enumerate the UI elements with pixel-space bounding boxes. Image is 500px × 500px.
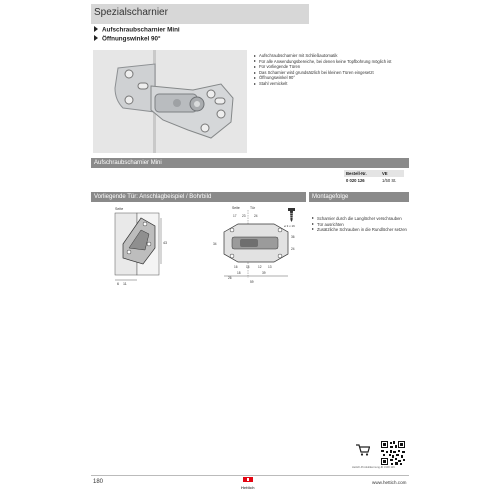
bullet-triangle-icon: [94, 35, 98, 41]
svg-text:36: 36: [291, 235, 295, 239]
mounting-step: Zusätzliche Schrauben in die Rundlöcher setzen: [312, 227, 412, 233]
svg-text:11: 11: [123, 282, 127, 286]
bullet-triangle-icon: [94, 26, 98, 32]
feature-item: Für alle Anwendungsbereiche, bei denen keine Topfbohrung möglich ist: [254, 59, 414, 65]
svg-text:Tür: Tür: [250, 206, 256, 210]
feature-item: Das Scharnier wird grundsätzlich bei kleinen Türen eingesetzt: [254, 70, 414, 76]
mounting-step: Scharnier durch die Langlöcher verschrauben: [312, 216, 412, 222]
table-row: 0 020 126 1/50 St.: [346, 178, 397, 183]
svg-text:6: 6: [117, 282, 119, 286]
feature-item: Für vorliegende Türen: [254, 64, 414, 70]
bullet-triangle-icon: [312, 228, 314, 230]
svg-text:13: 13: [268, 265, 272, 269]
feature-item: Aufschraubscharnier mit Schließautomatik: [254, 53, 414, 59]
page-title: Spezialscharnier: [94, 7, 168, 18]
svg-text:59: 59: [250, 280, 254, 284]
mounting-drawing-right: [202, 204, 306, 286]
svg-text:43: 43: [163, 241, 167, 245]
product-section-bar: Aufschraubscharnier Mini: [91, 158, 409, 168]
brand-name: Hettich: [241, 485, 255, 490]
feature-item: Stahl vernickelt: [254, 81, 414, 87]
mounting-section-bar: Montagefolge: [309, 192, 409, 202]
drawing-section-bar: Vorliegende Tür: Anschlagbeispiel / Bohrbild: [91, 192, 306, 202]
svg-text:23: 23: [242, 214, 246, 218]
subtitle-1: Aufschraubscharnier Mini: [94, 26, 180, 34]
bullet-triangle-icon: [312, 217, 314, 219]
qr-code-icon[interactable]: [380, 440, 406, 466]
feature-item: Öffnungswinkel 90°: [254, 75, 414, 81]
subtitle-2: Öffnungswinkel 90°: [94, 35, 161, 43]
qr-caption: Hettich-Produktkennung-ID 3100 116: [352, 466, 395, 469]
svg-text:34: 34: [213, 242, 217, 246]
website-link[interactable]: www.hettich.com: [372, 480, 407, 485]
svg-text:18: 18: [237, 271, 241, 275]
svg-text:26: 26: [228, 276, 232, 280]
page-number: 180: [93, 479, 104, 485]
mounting-step: Tür ausrichten: [312, 222, 412, 228]
product-photo: [93, 50, 247, 153]
svg-text:14: 14: [246, 265, 250, 269]
svg-text:12: 12: [258, 265, 262, 269]
order-table-header: Bestell-Nr. VE: [344, 170, 404, 177]
svg-text:16: 16: [234, 265, 238, 269]
svg-text:17: 17: [233, 214, 237, 218]
svg-text:ø 3 x 16: ø 3 x 16: [284, 224, 295, 228]
feature-list: [254, 53, 414, 87]
svg-text:24: 24: [254, 214, 258, 218]
hole-pattern-diagram: [202, 204, 306, 286]
hinge-photo-illustration: [93, 50, 247, 153]
svg-text:Seite: Seite: [232, 206, 240, 210]
bullet-triangle-icon: [312, 223, 314, 225]
footer-divider: [91, 475, 409, 476]
svg-text:39: 39: [262, 271, 266, 275]
shopping-cart-icon[interactable]: [356, 444, 370, 456]
mounting-drawing-left: [93, 204, 179, 286]
svg-text:24: 24: [291, 247, 295, 251]
screw-icon: [288, 208, 295, 222]
drilling-diagram: [93, 204, 179, 286]
order-table: [344, 170, 404, 184]
side-label: Seite: [115, 207, 124, 211]
mounting-steps: [312, 216, 412, 233]
